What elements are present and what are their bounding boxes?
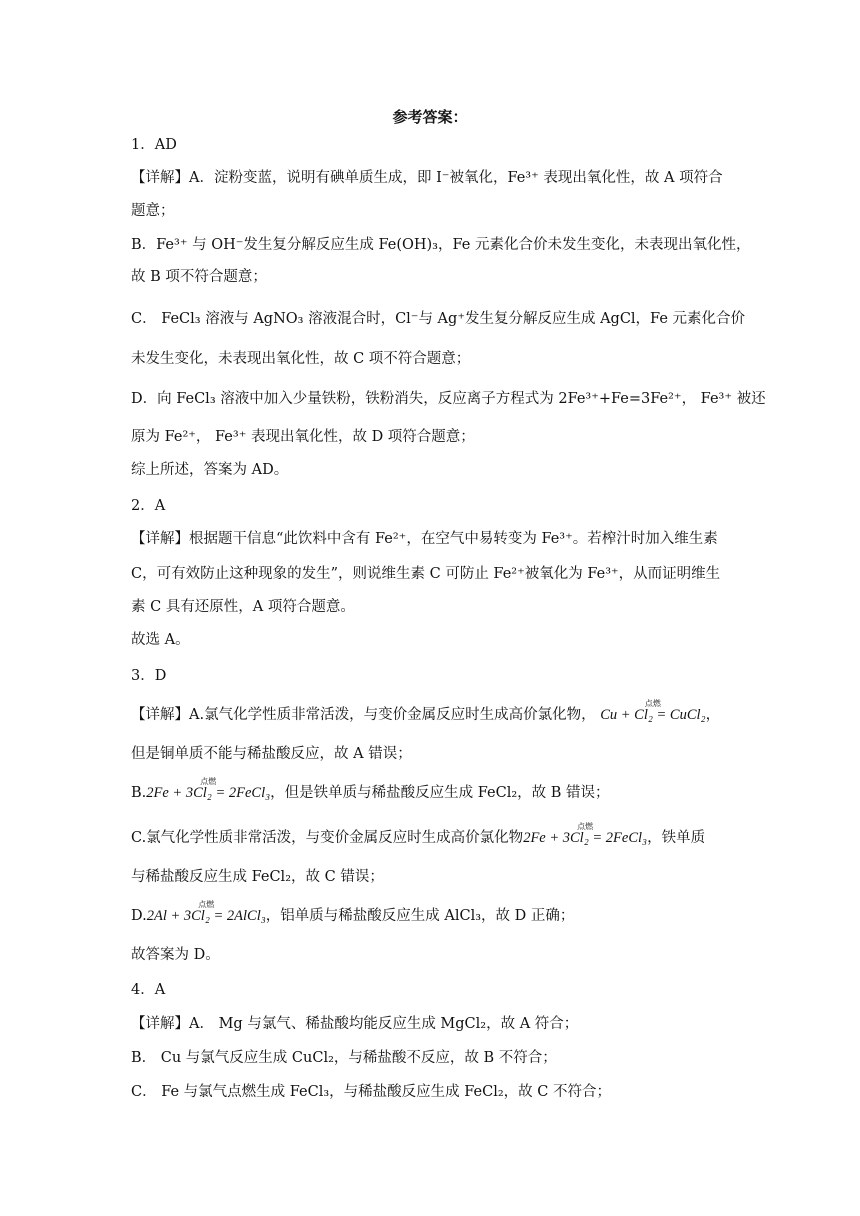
equation-text: 2Fe + 3Cl₂ = 2FeCl₃	[523, 830, 648, 846]
q1-summary: 综上所述，答案为 AD。	[131, 462, 289, 478]
q3-line-1-text: 【详解】A.氯气化学性质非常活泼，与变价金属反应时生成高价氯化物，	[131, 707, 596, 723]
q1-answer: 1．AD	[131, 137, 177, 153]
q1-line-8: 原为 Fe²⁺， Fe³⁺ 表现出氧化性，故 D 项符合题意；	[131, 429, 475, 445]
q3-line-3-prefix: B.	[131, 785, 147, 801]
q4-line-1: 【详解】A． Mg 与氯气、稀盐酸均能反应生成 MgCl₂，故 A 符合；	[131, 1016, 579, 1032]
q4-answer: 4．A	[131, 982, 166, 998]
q3-line-3	[131, 777, 610, 803]
q3-line-1	[131, 699, 721, 725]
equation-fe-cl2-c	[523, 822, 648, 848]
page-title: 参考答案：	[392, 108, 468, 126]
q3-line-5: 与稀盐酸反应生成 FeCl₂，故 C 错误；	[131, 869, 384, 885]
q1-line-6: 未发生变化，未表现出氧化性，故 C 项不符合题意；	[131, 351, 471, 367]
q1-line-1: 【详解】A．淀粉变蓝，说明有碘单质生成，即 I⁻被氧化，Fe³⁺ 表现出氧化性，故 A 项符合	[131, 170, 723, 186]
equation-fe-cl2	[146, 777, 271, 803]
q2-line-1: 【详解】根据题干信息“此饮料中含有 Fe²⁺，在空气中易转变为 Fe³⁺。若榨汁时加入维生素	[131, 531, 718, 547]
q3-line-7: 故答案为 D。	[131, 947, 220, 963]
q1-line-4: 故 B 项不符合题意；	[131, 269, 267, 285]
q3-line-4	[131, 822, 706, 848]
equation-text: Cu + Cl₂ = CuCl₂	[600, 707, 706, 723]
q1-line-5: C． FeCl₃ 溶液与 AgNO₃ 溶液混合时，Cl⁻与 Ag⁺发生复分解反应生成 AgCl，Fe 元素化合价	[131, 311, 746, 327]
equation-text: 2Al + 3Cl₂ = 2AlCl₃	[146, 908, 266, 924]
q2-line-3: 素 C 具有还原性，A 项符合题意。	[131, 599, 355, 615]
equation-cu-cl2	[600, 699, 706, 725]
q1-line-7: D．向 FeCl₃ 溶液中加入少量铁粉，铁粉消失，反应离子方程式为 2Fe³⁺+Fe=3Fe²⁺， Fe³⁺ 被还	[131, 391, 766, 407]
q2-answer: 2．A	[131, 498, 166, 514]
equation-al-cl2	[146, 900, 266, 926]
q4-line-2: B． Cu 与氯气反应生成 CuCl₂，与稀盐酸不反应，故 B 不符合；	[131, 1050, 557, 1066]
q1-line-3: B．Fe³⁺ 与 OH⁻发生复分解反应生成 Fe(OH)₃，Fe 元素化合价未发生变化，未表现出氧化性，	[131, 237, 751, 253]
q3-line-1-end: ，	[705, 707, 721, 723]
reaction-condition: 点燃	[198, 900, 215, 909]
q2-line-4: 故选 A。	[131, 632, 190, 648]
equation-text: 2Fe + 3Cl₂ = 2FeCl₃	[146, 785, 271, 801]
reaction-condition: 点燃	[644, 699, 661, 708]
reaction-condition: 点燃	[577, 822, 594, 831]
q2-line-2: C，可有效防止这种现象的发生”，则说维生素 C 可防止 Fe²⁺被氧化为 Fe³⁺，从而证明维生	[131, 566, 721, 582]
q4-line-3: C． Fe 与氯气点燃生成 FeCl₃，与稀盐酸反应生成 FeCl₂，故 C 不符合；	[131, 1084, 611, 1100]
q3-line-4-text: C.氯气化学性质非常活泼，与变价金属反应时生成高价氯化物	[131, 830, 524, 846]
q3-answer: 3．D	[131, 668, 167, 684]
q3-line-4-end: ，铁单质	[647, 830, 706, 846]
q3-line-6-prefix: D.	[131, 908, 147, 924]
q3-line-2: 但是铜单质不能与稀盐酸反应，故 A 错误；	[131, 746, 412, 762]
q3-line-6-text: ，铝单质与稀盐酸反应生成 AlCl₃，故 D 正确；	[265, 908, 575, 924]
reaction-condition: 点燃	[200, 777, 217, 786]
q3-line-6	[131, 900, 575, 926]
q3-line-3-text: ，但是铁单质与稀盐酸反应生成 FeCl₂，故 B 错误；	[270, 785, 610, 801]
q1-line-2: 题意；	[131, 203, 175, 219]
